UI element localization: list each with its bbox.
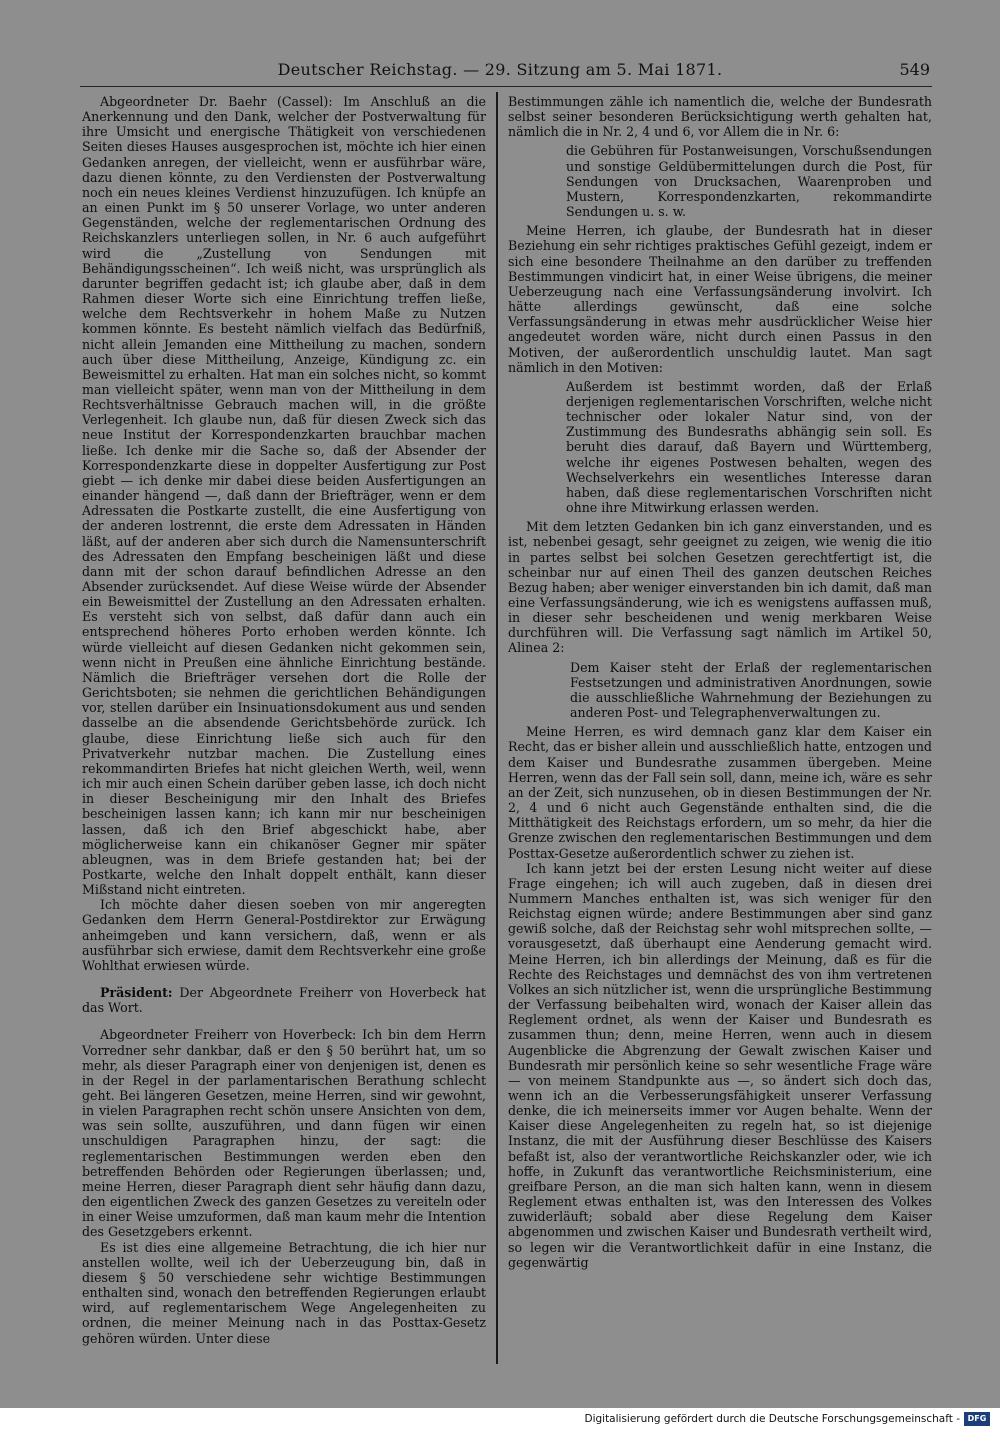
speaker-name: Abgeordneter Freiherr von Hoverbeck: — [100, 1027, 357, 1043]
page-header — [40, 56, 960, 86]
paragraph — [82, 1027, 486, 1239]
paragraph: Es ist dies eine allgemeine Betrachtung, die ich hier nur anstellen wollte, weil ich der Ueberzeugung bin, daß in diesem § 50 verschiedene sehr wichtige Bestimmungen enthalten sind, wonach den betreffenden Regierungen erlaubt wird, auf reglementarischem Wege Angelegenheiten zu ordnen, die meiner Meinung nach in das Posttax-Gesetz gehören würden. Unter diese — [82, 1239, 486, 1346]
spacer — [82, 973, 486, 985]
paragraph: Meine Herren, ich glaube, der Bundesrath hat in dieser Beziehung ein sehr richtiges praktisches Gefühl gezeigt, indem er sich eine besondere Theilnahme an den darüber zu treffenden Bestimmungen vindicirt hat, in einer Weise übrigens, die meiner Ueberzeugung nach eine Verfassungsänderung involvirt. Ich hätte allerdings gewünscht, daß eine solche Verfassungsänderung in etwas mehr ausdrücklicher Weise hier angedeutet worden wäre, nicht durch einen Passus in den Motiven, der außerordentlich unschuldig lautet. Man sagt nämlich in den Motiven: — [508, 223, 932, 375]
block-quote: die Gebühren für Postanweisungen, Vorschußsendungen und sonstige Geldübermittelungen durch die Post, für Sendungen von Drucksachen, Waarenproben und Mustern, Korrespondenzkarten, rekommandirte Sendungen u. s. w. — [566, 143, 932, 220]
paragraph: Ich möchte daher diesen soeben von mir angeregten Gedanken dem Herrn General-Postdirektor zur Erwägung anheimgeben und kann versichern, daß, wenn er als ausführbar sich erwiese, damit dem Rechtsverkehr eine große Wohlthat erwiesen würde. — [82, 897, 486, 973]
header-rule — [80, 86, 932, 87]
paragraph: Ich kann jetzt bei der ersten Lesung nicht weiter auf diese Frage eingehen; ich will auch zugeben, daß in diesen drei Nummern Manches enthalten ist, was sich weniger für den Reichstag eignen würde; andere Bestimmungen aber sind ganz gewiß solche, daß der Reichstag sehr wohl mitsprechen sollte, — vorausgesetzt, daß überhaupt eine Aenderung gemacht wird. Meine Herren, ich bin allerdings der Meinung, daß es für die Rechte des Reichstages und demnächst des von ihm vertretenen Volkes an sich nützlicher ist, wenn die ursprüngliche Bestimmung der Verfassung beibehalten wird, wonach der Kaiser allein das Reglement ordnet, als wenn der Kaiser und Bundesrath es zusammen thun; denn, meine Herren, wenn auch in diesem Augenblicke die Abgrenzung der Gewalt zwischen Kaiser und Bundesrath mir persönlich keine so sehr wesentliche Frage wäre — von meinem Standpunkte aus —, so ändert sich doch das, wenn ich an die Verbesserungsfähigkeit unserer Verfassung denke, die ich meinerseits immer vor Augen behalte. Wenn der Kaiser diese Angelegenheiten zu regeln hat, so ist diejenige Instanz, die mit der Ausführung dieser Beschlüsse des Kaisers befaßt ist, also der verantwortliche Reichskanzler oder, wie ich hoffe, in Zukunft das verantwortliche Reichsministerium, eine greifbare Person, an die man sich halten kann, wenn in diesem Reglement etwas enthalten ist, was den Interessen des Volkes zuwiderläuft; sobald aber diese Regelung dem Kaiser abgenommen und zwischen Kaiser und Bundesrath vertheilt wird, so legen wir die Verantwortlichkeit dafür in eine Instanz, die gegenwärtig — [508, 860, 932, 1270]
paragraph — [82, 985, 486, 1015]
paragraph-text: Ich bin dem Herrn Vorredner sehr dankbar, daß er den § 50 berührt hat, um so mehr, als dieser Paragraph einer von denjenigen ist, denen es in der Regel in der parlamentarischen Berathung schlecht geht. Bei längeren Gesetzen, meine Herren, sind wir gewohnt, in vielen Paragraphen recht schön unsere Ansichten von dem, was sein sollte, auszuführen, und dann fügen wir einen unschuldigen Paragraphen hinzu, der sagt: die reglementarischen Bestimmungen werden eben den betreffenden Behörden oder Regierungen überlassen; und, meine Herren, dieser Paragraph dient sehr häufig dann dazu, den eigentlichen Zweck des ganzen Gesetzes zu vereiteln oder in einer Weise umzuformen, daß man kaum mehr die Intention des Gesetzgebers erkennt. — [82, 1027, 486, 1240]
paragraph-text: Der Abgeordnete Freiherr von Hoverbeck hat das Wort. — [82, 985, 486, 1016]
speaker-name: Abgeordneter Dr. Baehr (Cassel): — [100, 94, 333, 109]
column-divider — [496, 92, 498, 1364]
paragraph: Bestimmungen zähle ich namentlich die, welche der Bundesrath selbst seiner besonderen Berücksichtigung werth gehalten hat, nämlich die in Nr. 2, 4 und 6, vor Allem die in Nr. 6: — [508, 94, 932, 140]
block-quote: Dem Kaiser steht der Erlaß der reglementarischen Festsetzungen und administrativen Anordnungen, sowie die ausschließliche Wahrnehmung der Beziehungen zu anderen Post- und Telegraphenverwaltungen zu. — [570, 659, 932, 721]
paragraph-text: Im Anschluß an die Anerkennung und den Dank, welcher der Postverwaltung für ihre Umsicht und energische Thätigkeit von verschiedenen Seiten dieses Hauses ausgesprochen ist, möchte ich hier einen Gedanken anregen, der vielleicht, wenn er ausführbar wäre, dazu dienen könnte, zu den Verdiensten der Postverwaltung noch ein neues kleines Verdienst hinzuzufügen. Ich knüpfe an an einen Punkt im § 50 unserer Vorlage, wo unter anderen Gegenständen, welche der reglementarischen Ordnung des Reichskanzlers unterliegen sollen, in Nr. 6 auch aufgeführt wird die „Zustellung von Sendungen mit Behändigungsscheinen“. Ich weiß nicht, was ursprünglich als darunter begriffen gedacht ist; ich glaube aber, daß in dem Rahmen dieser Worte sich eine Einrichtung treffen ließe, welche dem Rechtsverkehr in hohem Maße zu Nutzen kommen könnte. Es besteht nämlich vielfach das Bedürfniß, nicht allein Jemanden eine Mittheilung zu machen, sondern auch über diese Mittheilung, Anzeige, Kündigung zc. ein Beweismittel zu erhalten. Hat man ein solches nicht, so kommt man vielleicht später, wenn man von der Mittheilung in dem Rechtsverhältnisse Gebrauch machen will, in die größte Verlegenheit. Ich glaube nun, daß für diesen Zweck sich das neue Institut der Korrespondenzkarten brauchbar machen ließe. Ich denke mir die Sache so, daß der Absender der Korrespondenzkarte diese in doppelter Ausfertigung zur Post giebt — ich denke mir dabei diese beiden Ausfertigungen an einander hängend —, daß dann der Briefträger, wenn er dem Adressaten die Postkarte zustellt, die eine Ausfertigung von der anderen lostrennt, die erste dem Adressaten in Händen läßt, auf der anderen aber sich durch die Namensunterschrift des Adressaten den Empfang bescheinigen läßt und diese dann mit der schon darauf befindlichen Adresse an den Absender zurücksendet. Auf diese Weise würde der Absender ein Beweismittel der Zustellung an den Adressaten erhalten. Es versteht sich von selbst, daß dafür dann auch ein entsprechend höheres Porto erhoben werden könnte. Ich würde vielleicht auf diesen Gedanken nicht gekommen sein, wenn nicht in Preußen eine ähnliche Einrichtung bestände. Nämlich die Briefträger versehen dort die Rolle der Gerichtsboten; sie nehmen die gerichtlichen Behändigungen vor, stellen darüber ein Insinuationsdokument aus und senden dasselbe an die absendende Gerichtsbehörde zurück. Ich glaube, diese Einrichtung ließe sich auch für den Privatverkehr nutzbar machen. Die Zustellung eines rekommandirten Briefes hat nicht gleichen Werth, weil, wenn ich mir auch einen Schein darüber geben lasse, ich doch nicht in dieser Bescheinigung mir den Inhalt des Briefes bescheinigen lassen kann; ich kann mir nur bescheinigen lassen, daß ich den Brief abgeschickt habe, aber möglicherweise kann ein chikanöser Gegner mir später ableugnen, was in dem Briefe gestanden hat; bei der Postkarte, welche den Inhalt doppelt enthält, kann dieser Mißstand nicht eintreten. — [82, 94, 486, 898]
spacer — [82, 1015, 486, 1027]
right-column — [508, 94, 932, 1270]
running-title: Deutscher Reichstag. — 29. Sitzung am 5. Mai 1871. — [277, 60, 723, 79]
paragraph: Meine Herren, es wird demnach ganz klar dem Kaiser ein Recht, das er bisher allein und ausschließlich hatte, entzogen und dem Kaiser und Bundesrathe zusammen übergeben. Meine Herren, wenn das der Fall sein soll, dann, meine ich, wäre es sehr an der Zeit, sich nunzusehen, ob in diesen Bestimmungen der Nr. 2, 4 und 6 nicht auch Gegenstände enthalten sind, die die Mitthätigkeit des Reichstags erfordern, um so mehr, da hier die Grenze zwischen den reglementarischen Bestimmungen und dem Posttax-Gesetze außerordentlich schwer zu ziehen ist. — [508, 724, 932, 861]
dfg-logo: DFG — [964, 1412, 990, 1426]
footer-bar — [0, 1408, 1000, 1432]
speaker-name: Präsident: — [100, 985, 173, 1001]
funding-credit: Digitalisierung gefördert durch die Deutsche Forschungsgemeinschaft - — [584, 1413, 960, 1425]
left-column — [82, 94, 486, 1346]
paragraph — [82, 94, 486, 897]
page-number: 549 — [899, 60, 930, 79]
block-quote: Außerdem ist bestimmt worden, daß der Erlaß derjenigen reglementarischen Vorschriften, welche nicht technischer oder lokaler Natur sind, von der Zustimmung des Bundesraths abhängig sein soll. Es beruht dies darauf, daß Bayern und Württemberg, welche ihr eigenes Postwesen behalten, wegen des Wechselverkehrs ein wesentliches Interesse daran haben, daß diese reglementarischen Vorschriften nicht ohne ihre Mitwirkung erlassen werden. — [566, 378, 932, 516]
paragraph: Mit dem letzten Gedanken bin ich ganz einverstanden, und es ist, nebenbei gesagt, sehr geeignet zu zeigen, wie wenig die itio in partes selbst bei solchen Gesetzen gerechtfertigt ist, die scheinbar nur auf einen Theil des ganzen deutschen Reiches Bezug haben; aber weniger einverstanden bin ich damit, daß man eine Verfassungsänderung, wie ich es wenigstens auffassen muß, in dieser sehr bescheidenen und wenig merkbaren Weise durchführen will. Die Verfassung sagt nämlich im Artikel 50, Alinea 2: — [508, 519, 932, 656]
